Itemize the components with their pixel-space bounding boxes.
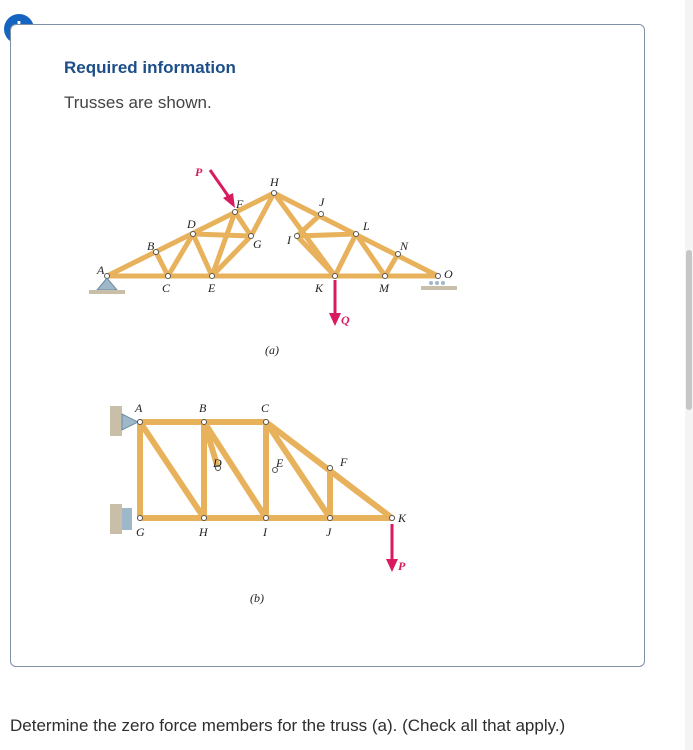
scrollbar-thumb[interactable] [686, 250, 692, 410]
truss-a-label-k: K [315, 281, 324, 295]
truss-b-members [140, 422, 392, 518]
truss-b-load-p-label: P [398, 559, 406, 573]
truss-a-label-e: E [208, 281, 216, 295]
truss-a-load-q-label: Q [341, 313, 350, 327]
truss-a-figure [83, 168, 473, 363]
truss-b-label-f: F [340, 455, 348, 469]
truss-a-label-l: L [363, 219, 370, 233]
truss-b-label-k: K [398, 511, 407, 525]
truss-a-label-n: N [400, 239, 409, 253]
truss-b-label-h: H [199, 525, 208, 539]
truss-a-roller-support [421, 281, 457, 290]
truss-a-label-h: H [270, 175, 279, 189]
truss-b-label-c: C [261, 401, 270, 415]
truss-b-label-e: E [276, 456, 284, 470]
truss-b-label-b: B [199, 401, 207, 415]
truss-a-load-p-label: P [195, 168, 203, 179]
truss-a-label-j: J [319, 195, 325, 209]
truss-b-label-i: I [263, 525, 267, 539]
card-description: Trusses are shown. [64, 93, 212, 112]
truss-a-load-p-arrow [210, 170, 235, 208]
truss-a-label-b: B [147, 239, 155, 253]
truss-a-label-m: M [379, 281, 389, 295]
truss-a-label-i: I [287, 233, 291, 247]
truss-a-label-c: C [162, 281, 171, 295]
truss-b-figure [100, 392, 430, 612]
truss-b-label-a: A [135, 401, 143, 415]
truss-a-caption: (a) [265, 343, 279, 357]
truss-a-pin-support [89, 278, 125, 294]
truss-a-load-q-arrow [329, 280, 341, 326]
truss-b-caption: (b) [250, 591, 264, 605]
truss-a-label-a: A [97, 263, 105, 277]
card-title: Required information [64, 58, 236, 77]
truss-a-label-d: D [187, 217, 196, 231]
page-scrollbar[interactable] [685, 0, 693, 750]
truss-a-label-o: O [444, 267, 453, 281]
truss-b-label-j: J [326, 525, 332, 539]
truss-a-label-g: G [253, 237, 262, 251]
truss-b-wall-supports [110, 406, 138, 534]
question-prompt: Determine the zero force members for the truss (a). (Check all that apply.) [10, 716, 566, 735]
truss-b-label-g: G [136, 525, 145, 539]
truss-a-members [107, 193, 438, 276]
truss-b-load-p-arrow [386, 524, 398, 572]
truss-a-label-f: F [236, 197, 244, 211]
truss-b-label-d: D [213, 456, 222, 470]
